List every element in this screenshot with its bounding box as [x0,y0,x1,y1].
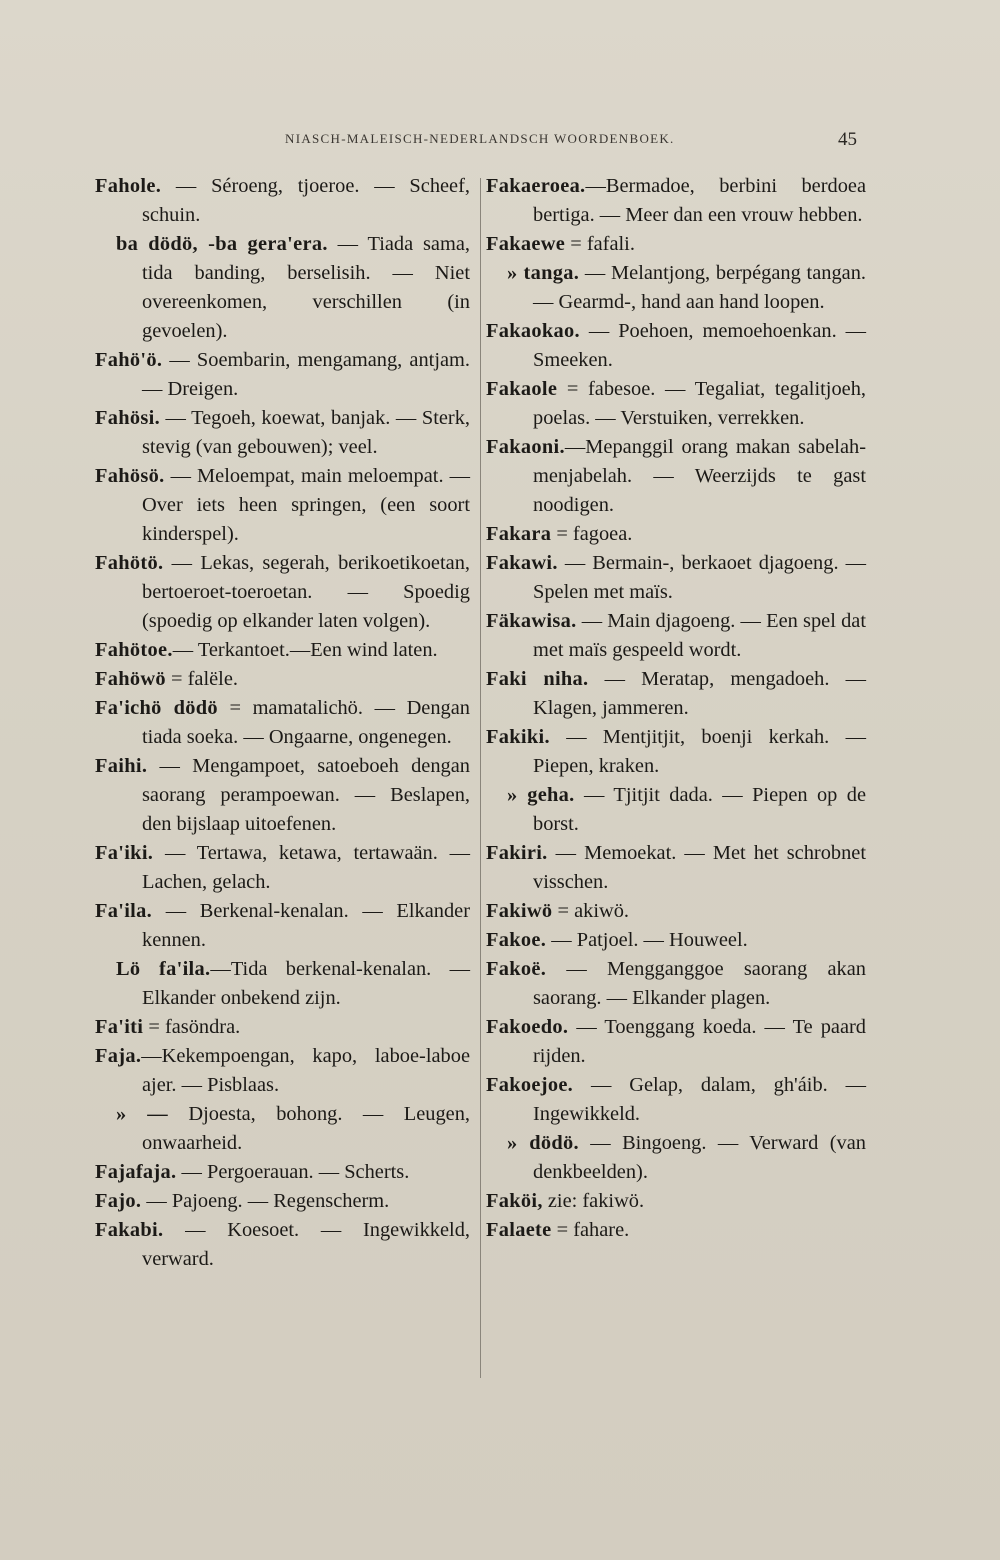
dictionary-entry [486,1187,866,1216]
entry-headword: Fakoejoe. [486,1074,574,1096]
page-number: 45 [838,129,857,150]
entry-headword: Fäkawisa. [486,610,577,632]
entry-definition: = fahare. [551,1219,630,1241]
entry-headword: Fakaoni. [486,436,565,458]
entry-headword: Fakoe. [486,929,547,951]
dictionary-entry [95,1187,470,1216]
entry-headword: Faki niha. [486,668,589,690]
dictionary-entry [486,375,866,433]
entry-definition: — Melantjong, berpégang tangan. — Gearmd-, hand aan hand loopen. [533,262,866,313]
dictionary-entry [486,897,866,926]
entry-headword: ba dödö, -ba gera'era. [116,233,328,255]
entry-headword: » — [116,1103,168,1125]
dictionary-entry [95,839,470,897]
entry-headword: Fa'ila. [95,900,153,922]
entry-definition: — Meloempat, main meloempat. — Over iets heen springen, (een soort kinderspel). [142,465,470,545]
entry-definition: — Patjoel. — Houweel. [546,929,748,951]
entry-definition: — Main djagoeng. — Een spel dat met maïs gespeeld wordt. [533,610,866,661]
dictionary-entry [486,433,866,520]
entry-headword: Fahösi. [95,407,160,429]
entry-headword: Fahöwö [95,668,166,690]
dictionary-entry [95,462,470,549]
dictionary-entry [486,1013,866,1071]
entry-definition: —Bermadoe, berbini berdoea bertiga. — Meer dan een vrouw hebben. [533,175,866,226]
dictionary-entry [95,346,470,404]
entry-headword: Fajafaja. [95,1161,177,1183]
entry-headword: Fahö'ö. [95,349,163,371]
entry-headword: Faja. [95,1045,142,1067]
entry-definition: — Terkantoet.—Een wind laten. [172,639,438,661]
entry-definition: — Pergoerauan. — Scherts. [176,1161,410,1183]
dictionary-entry [95,404,470,462]
entry-definition: — Mentjitjit, boenji kerkah. — Piepen, kraken. [533,726,866,777]
entry-headword: » dödö. [507,1132,579,1154]
entry-headword: Fahötoe. [95,639,173,661]
entry-headword: Fakiwö [486,900,553,922]
dictionary-entry [95,1216,470,1274]
entry-definition: = fagoea. [551,523,633,545]
dictionary-entry [95,955,470,1013]
entry-headword: Faihi. [95,755,148,777]
dictionary-entry [486,839,866,897]
dictionary-entry [486,1129,866,1187]
entry-definition: = fasöndra. [143,1016,241,1038]
dictionary-entry [95,694,470,752]
entry-headword: Fa'ichö dödö [95,697,218,719]
entry-definition: = fabesoe. — Tegaliat, tegalitjoeh, poelas. — Verstuiken, verrekken. [533,378,866,429]
entry-headword: » geha. [507,784,575,806]
entry-headword: Fahötö. [95,552,164,574]
entry-definition: —Tida berkenal-kenalan. — Elkander onbekend zijn. [142,958,471,1009]
entry-definition: — Gelap, dalam, gh'áib. — Ingewikkeld. [533,1074,866,1125]
dictionary-entry [486,1216,866,1245]
dictionary-entry [486,665,866,723]
entry-definition: — Pajoeng. — Regenscherm. [141,1190,390,1212]
right-column [486,172,866,1245]
dictionary-entry [95,549,470,636]
entry-headword: » tanga. [507,262,580,284]
entry-definition: — Tjitjit dada. — Piepen op de borst. [533,784,867,835]
running-head [0,131,1000,155]
entry-definition: —Mepanggil orang makan sabelah-menjabelah. — Weerzijds te gast noodigen. [533,436,866,516]
entry-headword: Lö fa'ila. [116,958,211,980]
entry-definition: — Tegoeh, koewat, banjak. — Sterk, stevig (van gebouwen); veel. [142,407,470,458]
entry-headword: Fajo. [95,1190,142,1212]
dictionary-entry [486,723,866,781]
entry-headword: Faköi, [486,1190,543,1212]
entry-headword: Fakaeroea. [486,175,586,197]
dictionary-entry [95,1100,470,1158]
entry-definition: — Meratap, mengadoeh. — Klagen, jammeren. [533,668,866,719]
dictionary-entry [486,230,866,259]
dictionary-entry [486,926,866,955]
entry-definition: — Tiada sama, tida banding, berselisih. — Niet overeenkomen, verschillen (in gevoelen). [142,233,470,342]
dictionary-entry [95,230,470,346]
entry-headword: Falaete [486,1219,552,1241]
entry-definition: — Séroeng, tjoeroe. — Scheef, schuin. [142,175,470,226]
dictionary-entry [95,636,470,665]
entry-definition: — Mengampoet, satoeboeh dengan saorang perampoewan. — Beslapen, den bijslaap uitoefenen. [142,755,470,835]
dictionary-entry [95,1042,470,1100]
entry-headword: Fakoë. [486,958,547,980]
entry-definition: = akiwö. [552,900,630,922]
entry-headword: Fakabi. [95,1219,164,1241]
entry-headword: Fakoedo. [486,1016,569,1038]
entry-definition: — Memoekat. — Met het schrobnet visschen. [533,842,866,893]
entry-definition: = falële. [165,668,238,690]
entry-headword: Fahole. [95,175,162,197]
dictionary-entry [486,781,866,839]
entry-definition: — Mengganggoe saorang akan saorang. — Elkander plagen. [533,958,866,1009]
dictionary-entry [486,520,866,549]
entry-definition: — Toenggang koeda. — Te paard rijden. [533,1016,866,1067]
entry-definition: —Kekempoengan, kapo, laboe-laboe ajer. — Pisblaas. [141,1045,470,1096]
column-divider [480,178,481,1378]
entry-definition: — Bingoeng. — Verward (van denkbeelden). [533,1132,866,1183]
dictionary-entry [486,607,866,665]
entry-headword: Fahösö. [95,465,165,487]
dictionary-entry [95,752,470,839]
dictionary-entry [95,172,470,230]
running-title: NIASCH-MALEISCH-NEDERLANDSCH WOORDENBOEK. [285,131,675,146]
entry-definition: zie: fakiwö. [542,1190,645,1212]
dictionary-entry [95,1013,470,1042]
dictionary-entry [95,1158,470,1187]
entry-definition: — Koesoet. — Ingewikkeld, verward. [142,1219,470,1270]
dictionary-entry [486,172,866,230]
entry-definition: — Tertawa, ketawa, tertawaän. — Lachen, gelach. [142,842,470,893]
entry-definition: — Soembarin, mengamang, antjam. — Dreigen. [142,349,470,400]
entry-headword: Fakara [486,523,552,545]
left-column [95,172,470,1274]
entry-headword: Fakaewe [486,233,566,255]
entry-headword: Fa'iki. [95,842,154,864]
entry-headword: Fakawi. [486,552,558,574]
dictionary-entry [486,1071,866,1129]
entry-headword: Fakaole [486,378,558,400]
entry-definition: — Poehoen, memoehoenkan. — Smeeken. [533,320,866,371]
entry-definition: — Lekas, segerah, berikoetikoetan, bertoeroet-toeroetan. — Spoedig (spoedig op elkander laten volgen). [142,552,470,632]
entry-definition: — Bermain-, berkaoet djagoeng. — Spelen met maïs. [533,552,866,603]
dictionary-entry [95,897,470,955]
dictionary-entry [486,317,866,375]
dictionary-entry [486,549,866,607]
entry-definition: = fafali. [565,233,635,255]
entry-definition: Djoesta, bohong. — Leugen, onwaarheid. [142,1103,470,1154]
entry-headword: Fakiri. [486,842,548,864]
dictionary-entry [486,259,866,317]
entry-headword: Fa'iti [95,1016,144,1038]
entry-definition: — Berkenal-kenalan. — Elkander kennen. [142,900,470,951]
dictionary-entry [95,665,470,694]
entry-definition: = mamatalichö. — Dengan tiada soeka. — Ongaarne, ongenegen. [142,697,470,748]
entry-headword: Fakaokao. [486,320,580,342]
entry-headword: Fakiki. [486,726,550,748]
dictionary-entry [486,955,866,1013]
